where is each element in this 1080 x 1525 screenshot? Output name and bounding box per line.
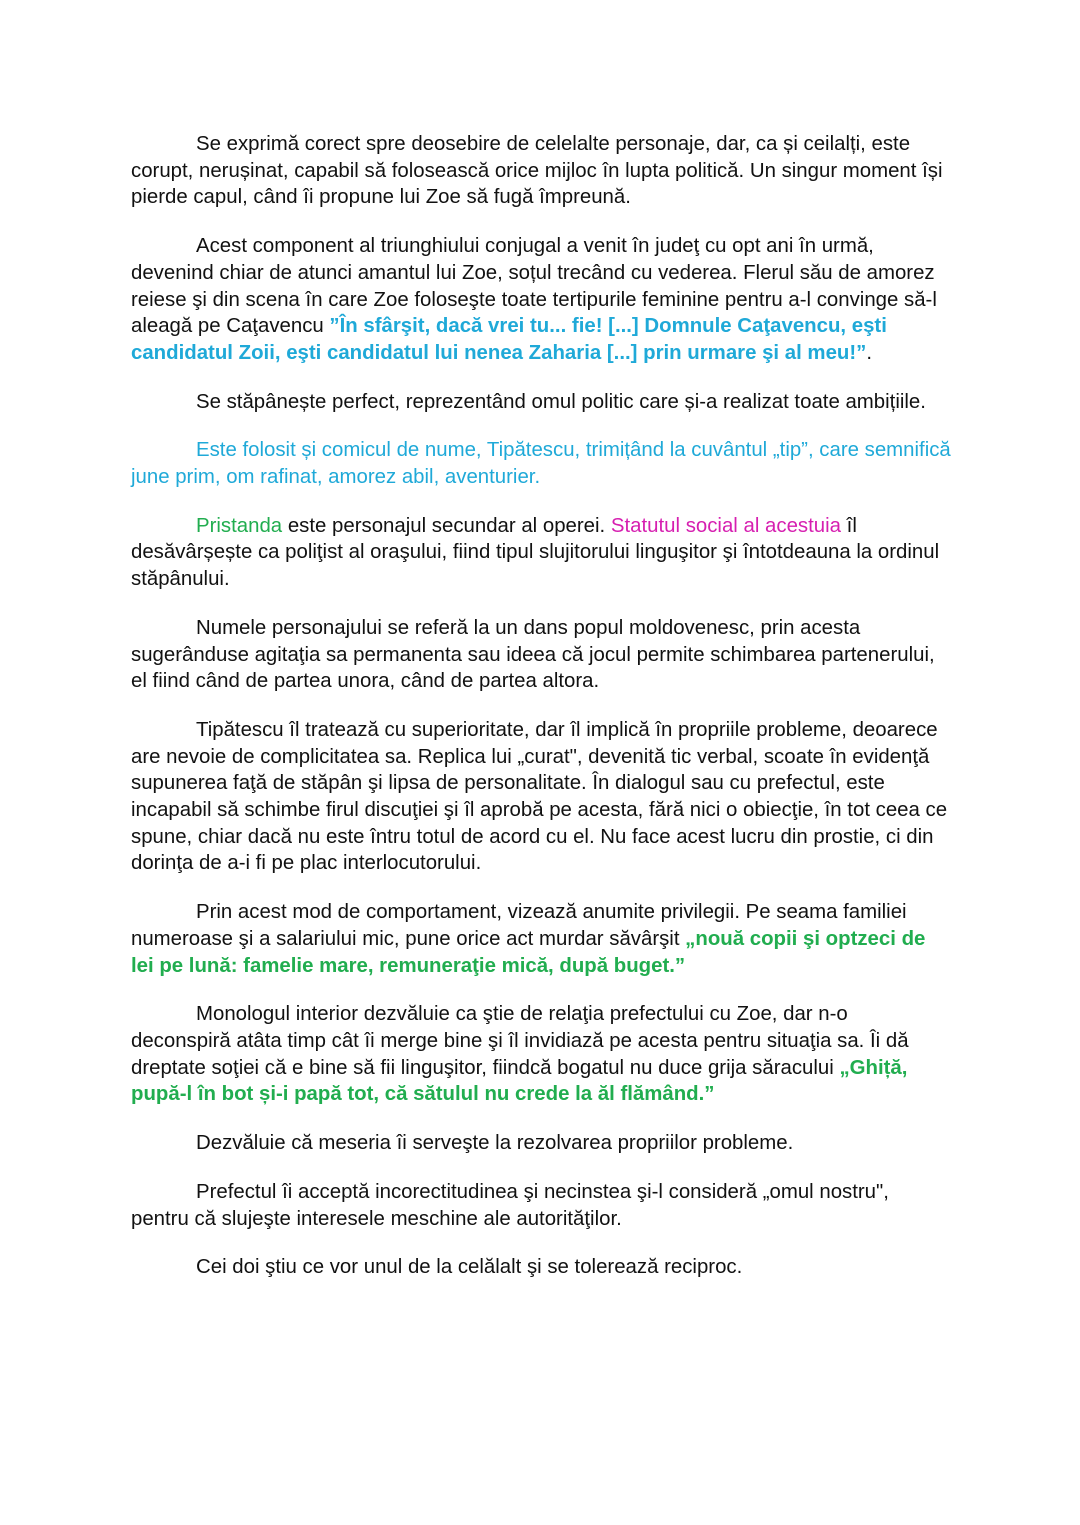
paragraph — [131, 1254, 951, 1281]
highlighted-text: ”În sfârşit, dacă vrei tu... fie! [...] Domnule Caţavencu, eşti candidatul Zoii, eşti candidatul lui nenea Zaharia [...] prin urmare şi al meu!” — [131, 315, 887, 364]
paragraph-text: Cei doi ştiu ce vor unul de la celălalt şi se tolerează reciproc. — [196, 1256, 743, 1279]
paragraph — [131, 1001, 951, 1108]
paragraph-text: Se stăpânește perfect, reprezentând omul politic care și-a realizat toate ambițiile. — [196, 390, 926, 413]
paragraph-text: Monologul interior dezvăluie ca ştie de relaţia prefectului cu Zoe, dar n-o deconspiră atâta timp cât îi merge bine şi îl invidiază pe acesta pentru situaţia sa. Îi dă dreptate soţiei că e bine să fii linguşitor, fiindcă bogatul nu duce grija săracului — [131, 1003, 909, 1079]
paragraph-text: îl desăvârșește ca poliţist al oraşului, fiind tipul slujitorului linguşitor şi întotdeauna la ordinul stăpânului. — [131, 514, 940, 591]
paragraph — [131, 717, 951, 877]
paragraph — [131, 389, 951, 416]
paragraph — [131, 1130, 951, 1157]
paragraph — [131, 131, 951, 211]
paragraph — [131, 437, 951, 490]
paragraph-text: Se exprimă corect spre deosebire de celelalte personaje, dar, ca și ceilalți, este corupt, nerușinat, capabil să folosească orice mijloc în lupta politică. Un singur moment își pierde capul, când îi propune lui Zoe să fugă împreună. — [131, 133, 943, 209]
paragraph-text: Tipătescu îl tratează cu superioritate, dar îl implică în propriile probleme, deoarece are nevoie de complicitatea sa. Replica lui „curat", devenită tic verbal, scoate în evidenţă supunerea faţă de stăpân şi lipsa de personalitate. În dialogul sau cu prefectul, este incapabil să schimbe firul discuţiei şi îl aprobă pe acesta, fără nici o obiecţie, în tot ceea ce spune, chiar dacă nu este întru totul de acord cu el. Nu face acest lucru din prostie, ci din dorinţa de a-i fi pe plac interlocutorului. — [131, 718, 948, 875]
paragraph — [131, 513, 951, 593]
paragraph — [131, 233, 951, 367]
paragraph — [131, 899, 951, 979]
highlighted-text: „Ghiță, pupă-l în bot și-i papă tot, că sătulul nu crede la ăl flămând.” — [131, 1056, 908, 1106]
highlighted-text: „nouă copii şi optzeci de lei pe lună: famelie mare, remuneraţie mică, după buget.” — [131, 927, 926, 977]
paragraph — [131, 615, 951, 695]
highlighted-text: Statutul social al acestuia — [610, 514, 841, 537]
paragraph-text: Prin acest mod de comportament, vizează anumite privilegii. Pe seama familiei numeroase şi a salariului mic, pune orice act murdar săvârşit — [131, 901, 907, 950]
highlighted-text: Pristanda — [196, 514, 283, 537]
paragraph-text: Acest component al triunghiului conjugal a venit în judeţ cu opt ani în urmă, devenind chiar de atunci amantul lui Zoe, soțul trecând cu vederea. Flerul său de amorez reiese şi din scena în care Zoe foloseşte toate tertipurile feminine pentru a-l convinge să-l aleagă pe Caţavencu — [131, 235, 937, 338]
paragraph-text: este personajul secundar al operei. — [282, 514, 611, 537]
paragraph-text: Dezvăluie că meseria îi serveşte la rezolvarea propriilor probleme. — [196, 1132, 794, 1155]
document-page — [131, 131, 951, 1303]
paragraph-text: Prefectul îi acceptă incorectitudinea şi necinstea şi-l consideră „omul nostru", pentru că slujeşte interesele meschine ale autorităţilor. — [131, 1180, 889, 1230]
highlighted-text: Este folosit și comicul de nume, Tipătescu, trimițând la cuvântul „tip”, care semnifică june prim, om rafinat, amorez abil, aventurier. — [131, 439, 951, 489]
paragraph — [131, 1179, 951, 1232]
paragraph-text: Numele personajului se referă la un dans popul moldovenesc, prin acesta sugerânduse agitaţia sa permanenta sau ideea că jocul permite schimbarea partenerului, el fiind când de partea unora, când de partea altora. — [131, 616, 935, 693]
paragraph-text: . — [866, 341, 873, 364]
